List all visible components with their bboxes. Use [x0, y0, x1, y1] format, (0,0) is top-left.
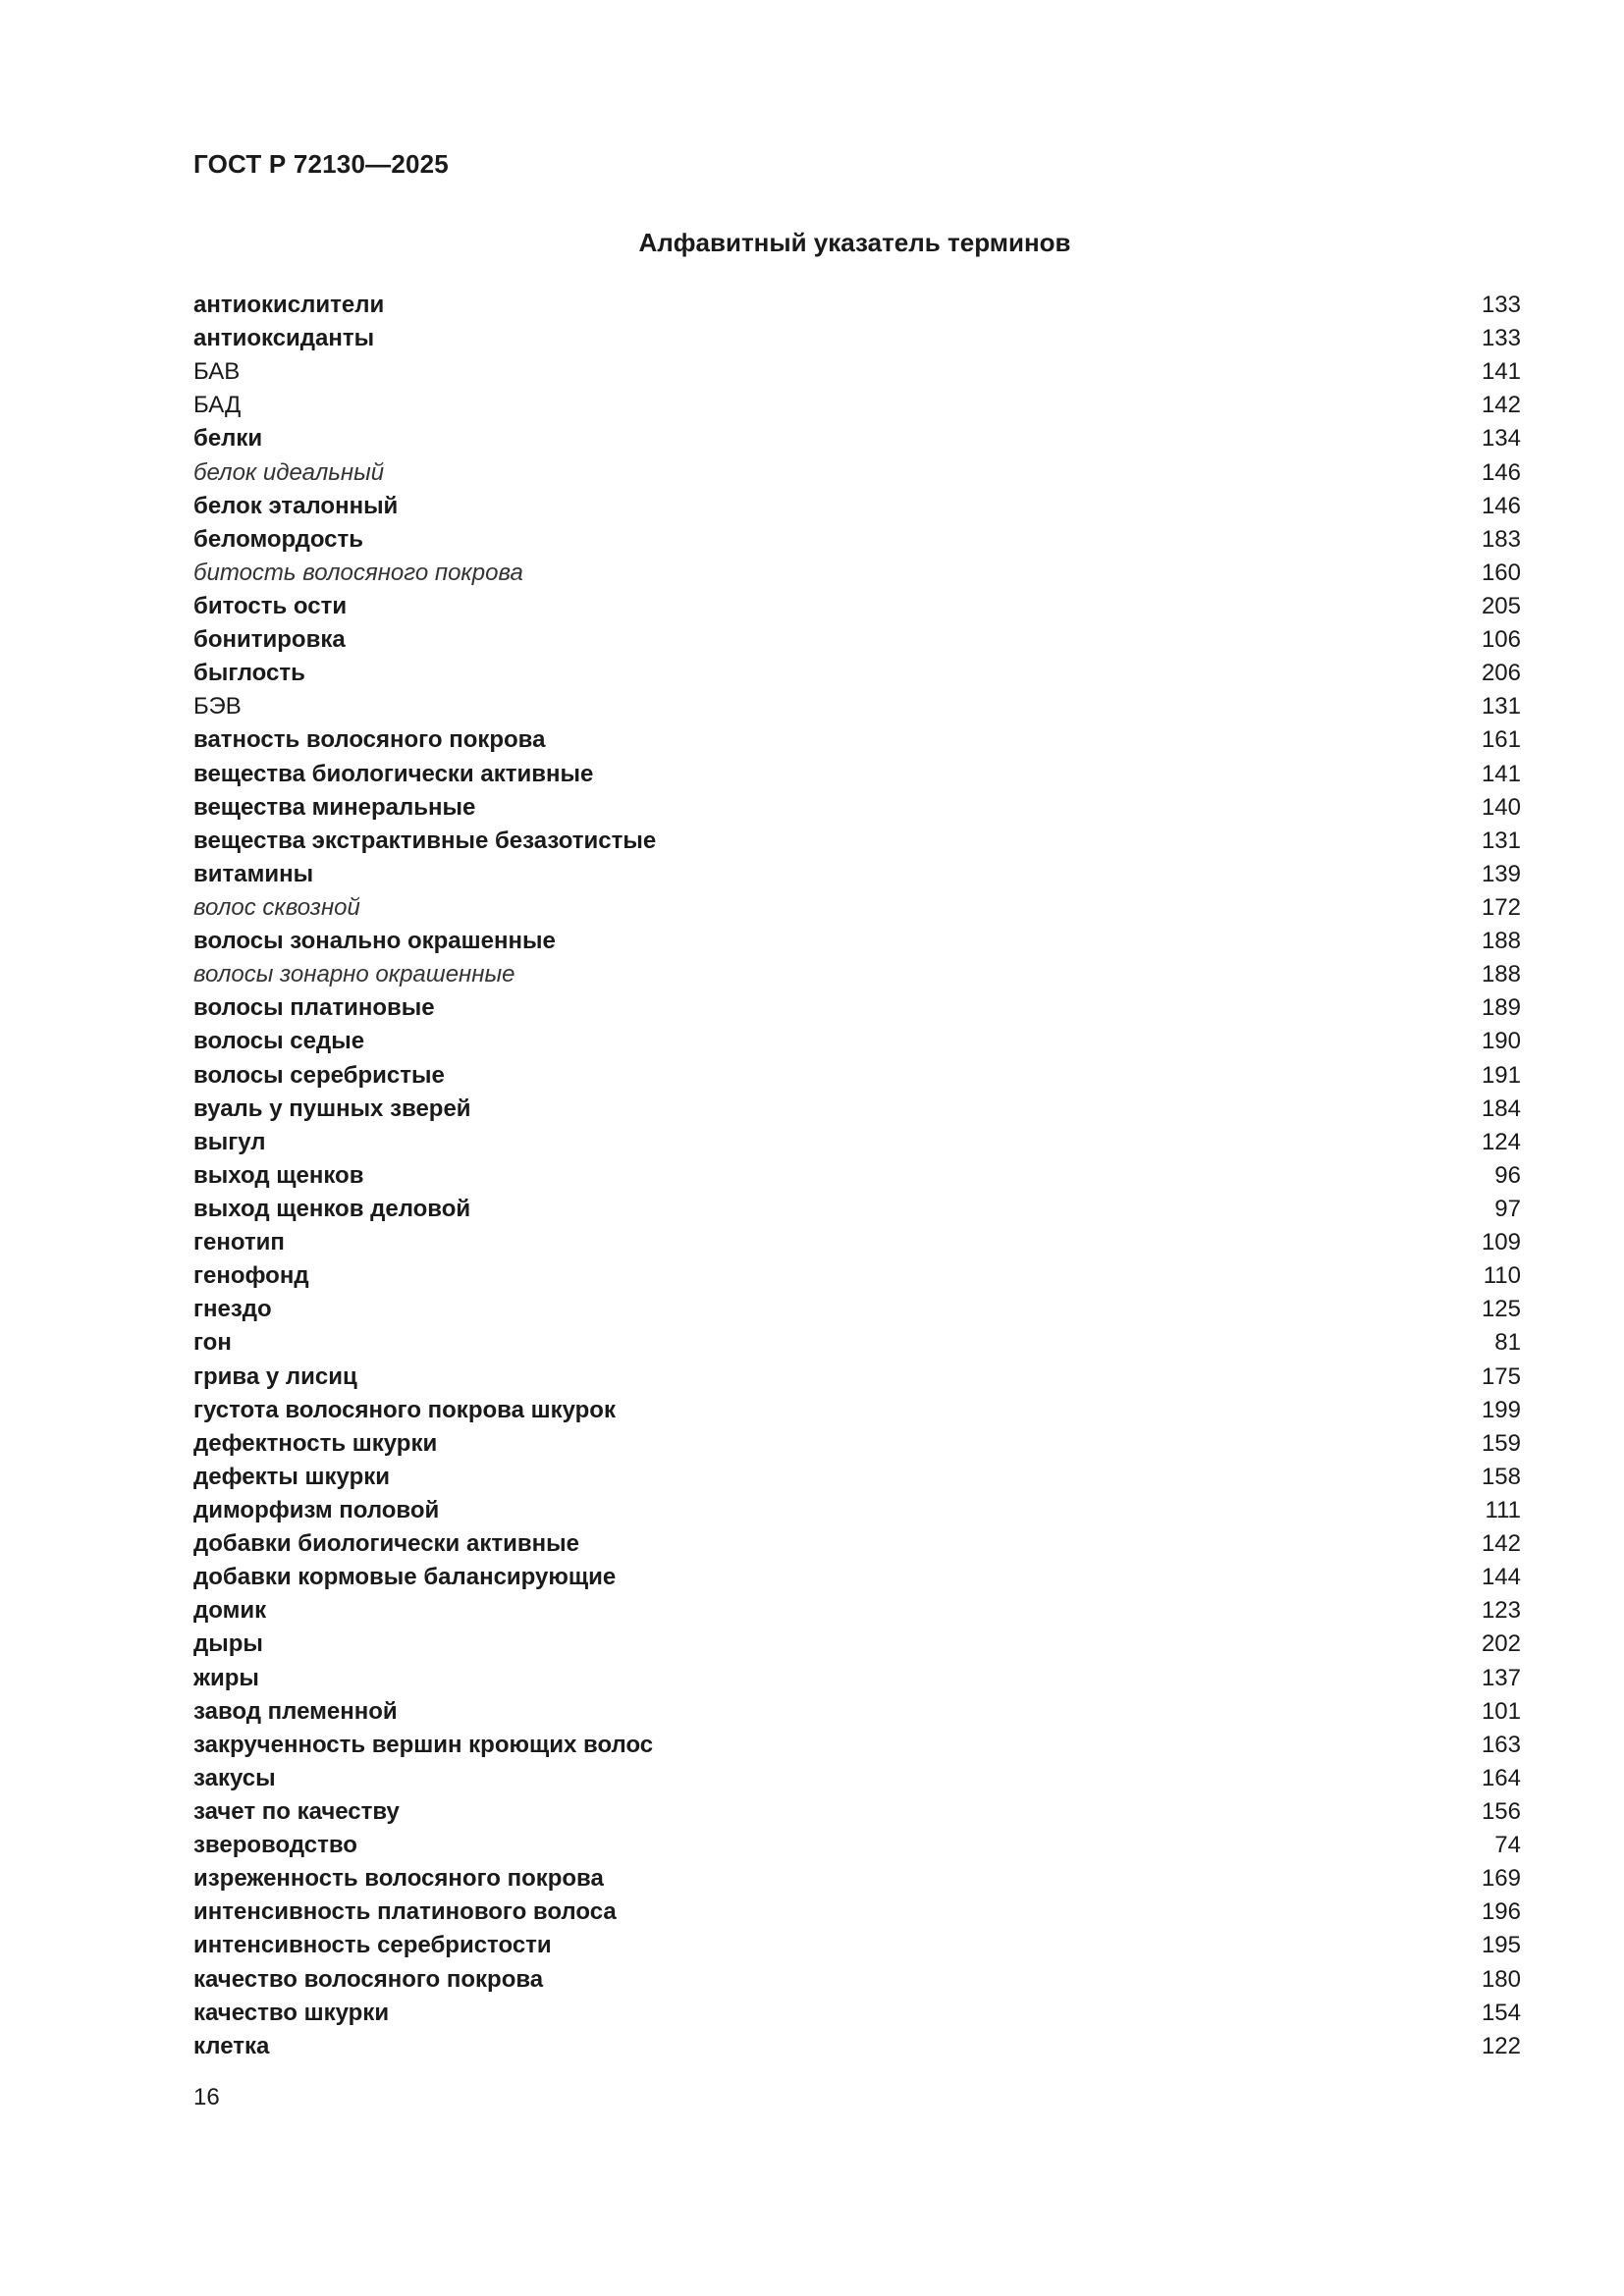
document-code: ГОСТ Р 72130—2025	[193, 149, 449, 179]
index-term: гон	[193, 1329, 232, 1357]
index-term: вещества минеральные	[193, 793, 476, 821]
index-term: диморфизм половой	[193, 1496, 440, 1523]
index-term: интенсивность платинового волоса	[193, 1898, 617, 1926]
index-entry	[193, 557, 1521, 590]
index-page-ref: 141	[1481, 358, 1521, 386]
index-entry	[193, 1093, 1521, 1126]
index-page-ref: 191	[1481, 1061, 1521, 1089]
index-entry	[193, 1159, 1521, 1193]
index-entry	[193, 657, 1521, 690]
index-entry	[193, 1795, 1521, 1829]
index-entry	[193, 1494, 1521, 1527]
index-term: зачет по качеству	[193, 1797, 400, 1825]
index-entry	[193, 322, 1521, 355]
index-page-ref: 131	[1481, 827, 1521, 854]
index-entry	[193, 1896, 1521, 1929]
index-term: белок эталонный	[193, 492, 399, 519]
index-entry	[193, 389, 1521, 422]
index-term: выход щенков деловой	[193, 1196, 471, 1222]
index-title: Алфавитный указатель терминов	[638, 228, 1071, 257]
index-entry	[193, 289, 1521, 322]
index-page-ref: 205	[1481, 593, 1521, 620]
index-page-ref: 122	[1481, 2032, 1521, 2059]
index-term: БАВ	[193, 358, 241, 386]
index-page-ref: 189	[1481, 994, 1521, 1022]
index-page-ref: 159	[1481, 1429, 1521, 1457]
index-entry	[193, 490, 1521, 523]
index-term: волосы платиновые	[193, 994, 435, 1022]
index-page-ref: 144	[1481, 1564, 1521, 1591]
index-term: волос сквозной	[193, 894, 360, 922]
index-entry	[193, 1193, 1521, 1226]
index-entry	[193, 1594, 1521, 1628]
index-term: закусы	[193, 1764, 276, 1791]
index-term: волосы зонально окрашенные	[193, 928, 556, 955]
index-page-ref: 196	[1481, 1898, 1521, 1926]
index-term: генотип	[193, 1229, 285, 1256]
index-term: быглость	[193, 660, 305, 687]
page-number: 16	[193, 2084, 220, 2110]
index-entry	[193, 1394, 1521, 1427]
index-entry	[193, 1628, 1521, 1661]
index-entry	[193, 991, 1521, 1025]
index-entry	[193, 925, 1521, 958]
index-term: беломордость	[193, 525, 364, 553]
index-term: битость ости	[193, 593, 348, 620]
index-page-ref: 206	[1481, 660, 1521, 687]
index-entry	[193, 1361, 1521, 1394]
index-page-ref: 134	[1481, 425, 1521, 453]
term-index-list	[193, 289, 1521, 2063]
index-entry	[193, 1259, 1521, 1293]
index-entry	[193, 1929, 1521, 1962]
index-page-ref: 125	[1481, 1296, 1521, 1323]
index-entry	[193, 590, 1521, 623]
index-page-ref: 137	[1481, 1664, 1521, 1691]
index-entry	[193, 1561, 1521, 1594]
index-entry	[193, 1997, 1521, 2030]
index-page-ref: 140	[1481, 793, 1521, 821]
index-page-ref: 164	[1481, 1764, 1521, 1791]
index-page-ref: 202	[1481, 1630, 1521, 1658]
index-term: выход щенков	[193, 1161, 364, 1189]
index-page-ref: 146	[1481, 492, 1521, 519]
index-term: жиры	[193, 1664, 259, 1691]
index-term: белок идеальный	[193, 458, 385, 486]
index-term: вещества экстрактивные безазотистые	[193, 827, 657, 854]
index-entry	[193, 1226, 1521, 1259]
index-entry	[193, 1729, 1521, 1762]
index-term: добавки кормовые балансирующие	[193, 1564, 617, 1591]
index-entry	[193, 1829, 1521, 1862]
index-entry	[193, 1025, 1521, 1058]
index-term: дефектность шкурки	[193, 1429, 438, 1457]
index-page-ref: 199	[1481, 1396, 1521, 1423]
index-term: белки	[193, 425, 263, 453]
index-page-ref: 163	[1481, 1731, 1521, 1758]
index-term: звероводство	[193, 1832, 357, 1859]
index-term: вуаль у пушных зверей	[193, 1095, 471, 1122]
index-term: волосы серебристые	[193, 1061, 445, 1089]
index-term: битость волосяного покрова	[193, 559, 523, 586]
index-entry	[193, 355, 1521, 389]
index-page-ref: 188	[1481, 961, 1521, 988]
index-page-ref: 160	[1481, 559, 1521, 586]
index-term: витамины	[193, 860, 314, 887]
index-term: клетка	[193, 2032, 270, 2059]
index-page-ref: 188	[1481, 928, 1521, 955]
index-entry	[193, 1461, 1521, 1494]
index-term: ватность волосяного покрова	[193, 726, 546, 754]
index-term: генофонд	[193, 1262, 309, 1290]
index-term: волосы седые	[193, 1028, 365, 1055]
index-term: вещества биологически активные	[193, 760, 594, 787]
index-term: гнездо	[193, 1296, 272, 1323]
index-entry	[193, 825, 1521, 858]
index-term: завод племенной	[193, 1697, 398, 1725]
index-page-ref: 175	[1481, 1362, 1521, 1390]
index-page-ref: 139	[1481, 860, 1521, 887]
index-page-ref: 101	[1481, 1697, 1521, 1725]
index-page-ref: 190	[1481, 1028, 1521, 1055]
index-page-ref: 96	[1494, 1161, 1521, 1189]
index-term: волосы зонарно окрашенные	[193, 961, 515, 988]
index-page-ref: 133	[1481, 292, 1521, 319]
index-page-ref: 184	[1481, 1095, 1521, 1122]
index-term: бонитировка	[193, 626, 346, 654]
index-term: качество волосяного покрова	[193, 1965, 544, 1993]
index-page-ref: 123	[1481, 1597, 1521, 1625]
index-term: густота волосяного покрова шкурок	[193, 1396, 616, 1423]
index-page-ref: 111	[1485, 1496, 1521, 1523]
index-term: грива у лисиц	[193, 1362, 357, 1390]
index-page-ref: 183	[1481, 525, 1521, 553]
index-entry	[193, 1427, 1521, 1461]
index-entry	[193, 891, 1521, 925]
index-page-ref: 110	[1483, 1262, 1521, 1290]
index-entry	[193, 758, 1521, 791]
index-page-ref: 146	[1481, 458, 1521, 486]
index-term: БЭВ	[193, 693, 242, 721]
index-term: закрученность вершин кроющих волос	[193, 1731, 654, 1758]
index-entry	[193, 723, 1521, 757]
index-page-ref: 81	[1494, 1329, 1521, 1357]
index-term: дыры	[193, 1630, 263, 1658]
index-entry	[193, 1661, 1521, 1694]
index-page-ref: 74	[1494, 1832, 1521, 1859]
index-entry	[193, 1059, 1521, 1093]
index-term: антиокислители	[193, 292, 385, 319]
index-entry	[193, 1962, 1521, 1996]
index-term: качество шкурки	[193, 1999, 390, 2026]
index-entry	[193, 1293, 1521, 1326]
index-page-ref: 154	[1481, 1999, 1521, 2026]
index-term: интенсивность серебристости	[193, 1932, 552, 1959]
index-entry	[193, 958, 1521, 991]
index-entry	[193, 1126, 1521, 1159]
index-page-ref: 109	[1481, 1229, 1521, 1256]
index-page-ref: 141	[1481, 760, 1521, 787]
index-page-ref: 156	[1481, 1797, 1521, 1825]
index-page-ref: 169	[1481, 1865, 1521, 1893]
index-page-ref: 142	[1481, 1530, 1521, 1558]
index-entry	[193, 791, 1521, 825]
index-entry	[193, 690, 1521, 723]
index-entry	[193, 1527, 1521, 1561]
index-page-ref: 106	[1481, 626, 1521, 654]
index-page-ref: 124	[1481, 1128, 1521, 1155]
index-entry	[193, 858, 1521, 891]
index-term: дефекты шкурки	[193, 1463, 391, 1490]
index-term: добавки биологически активные	[193, 1530, 579, 1558]
index-term: антиоксиданты	[193, 325, 375, 352]
index-entry	[193, 1862, 1521, 1896]
index-page-ref: 180	[1481, 1965, 1521, 1993]
index-term: домик	[193, 1597, 267, 1625]
index-page-ref: 131	[1481, 693, 1521, 721]
index-page-ref: 172	[1481, 894, 1521, 922]
index-page-ref: 161	[1481, 726, 1521, 754]
index-term: БАД	[193, 392, 242, 419]
index-entry	[193, 1762, 1521, 1795]
index-entry	[193, 1326, 1521, 1360]
index-entry	[193, 523, 1521, 557]
index-page-ref: 133	[1481, 325, 1521, 352]
index-page-ref: 97	[1494, 1196, 1521, 1222]
index-entry	[193, 422, 1521, 455]
index-page-ref: 158	[1481, 1463, 1521, 1490]
index-entry	[193, 1695, 1521, 1729]
index-entry	[193, 456, 1521, 490]
index-entry	[193, 623, 1521, 657]
index-page-ref: 195	[1481, 1932, 1521, 1959]
index-term: выгул	[193, 1128, 266, 1155]
index-term: изреженность волосяного покрова	[193, 1865, 604, 1893]
index-entry	[193, 2030, 1521, 2063]
index-page-ref: 142	[1481, 392, 1521, 419]
